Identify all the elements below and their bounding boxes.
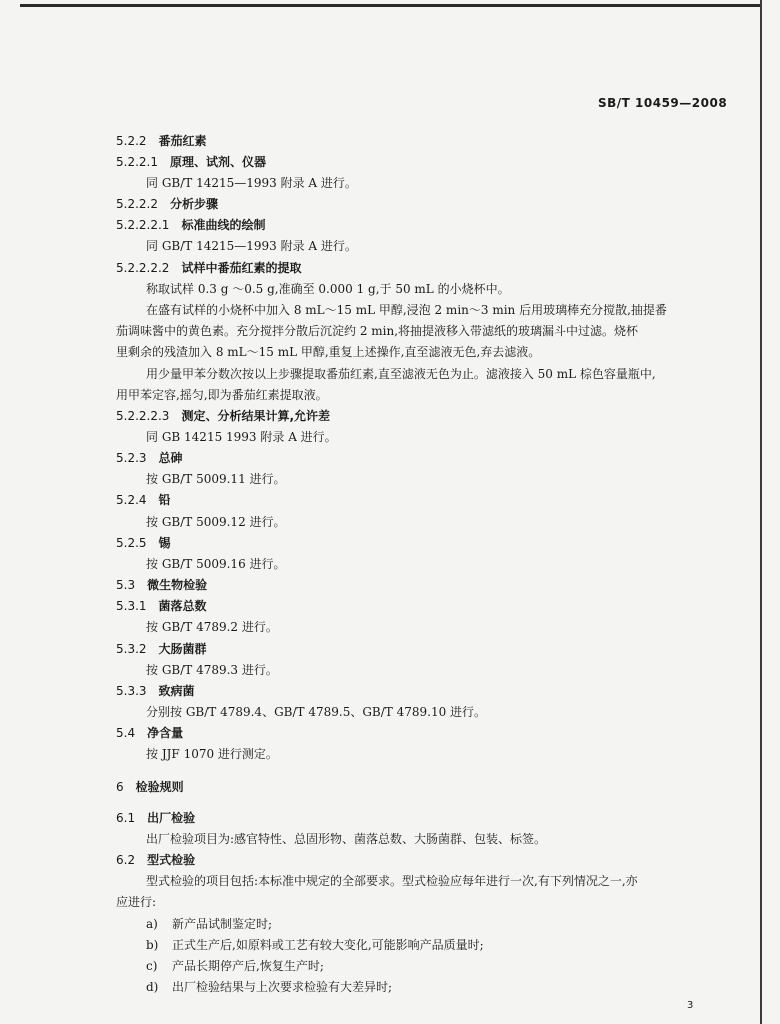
section-title: 测定、分析结果计算,允许差 — [181, 409, 330, 423]
heading-5-2-2-1 — [116, 155, 266, 169]
text-5-3-2: 按 GB/T 4789.3 进行。 — [146, 663, 278, 677]
heading-5-4 — [116, 726, 183, 740]
section-number: 6 — [116, 780, 124, 794]
text-5-2-3: 按 GB/T 5009.11 进行。 — [146, 472, 286, 486]
list-item-text: 产品长期停产后,恢复生产时; — [172, 959, 324, 973]
section-number: 5.3.3 — [116, 684, 147, 698]
heading-5-2-2-2-3 — [116, 409, 330, 423]
heading-5-3-2 — [116, 642, 207, 656]
text-5-2-5: 按 GB/T 5009.16 进行。 — [146, 557, 286, 571]
paragraph-extract-line-1: 在盛有试样的小烧杯中加入 8 mL～15 mL 甲醇,浸泡 2 min～3 min 后用玻璃棒充分搅散,抽提番 — [146, 303, 667, 317]
section-title: 净含量 — [147, 726, 184, 740]
list-item-text: 正式生产后,如原料或工艺有较大变化,可能影响产品质量时; — [172, 938, 484, 952]
text-5-2-2-2-1: 同 GB/T 14215—1993 附录 A 进行。 — [146, 239, 357, 253]
list-item-label: b) — [146, 938, 159, 952]
section-number: 5.3.1 — [116, 599, 147, 613]
section-title: 致病菌 — [158, 684, 195, 698]
heading-6-1 — [116, 811, 195, 825]
heading-6-2 — [116, 853, 195, 867]
heading-5-2-2-2 — [116, 197, 218, 211]
section-title: 型式检验 — [147, 853, 196, 867]
heading-5-3-1 — [116, 599, 207, 613]
section-number: 5.2.4 — [116, 493, 147, 507]
section-number: 5.2.2.2.1 — [116, 218, 170, 232]
section-title: 微生物检验 — [147, 578, 208, 592]
section-title: 菌落总数 — [158, 599, 207, 613]
section-number: 5.4 — [116, 726, 136, 740]
section-number: 5.2.2.1 — [116, 155, 158, 169]
section-number: 5.3.2 — [116, 642, 147, 656]
heading-5-2-5 — [116, 536, 171, 550]
text-5-3-3: 分别按 GB/T 4789.4、GB/T 4789.5、GB/T 4789.10 进行。 — [146, 705, 487, 719]
section-number: 6.1 — [116, 811, 136, 825]
paragraph-extract-line-3: 里剩余的残渣加入 8 mL～15 mL 甲醇,重复上述操作,直至滤液无色,弃去滤液。 — [116, 345, 541, 359]
section-title: 铅 — [158, 493, 171, 507]
list-item-label: d) — [146, 980, 159, 994]
text-5-2-2-1: 同 GB/T 14215—1993 附录 A 进行。 — [146, 176, 357, 190]
list-item-label: a) — [146, 917, 158, 931]
heading-5-3 — [116, 578, 207, 592]
text-6-2-line-2: 应进行: — [116, 895, 157, 909]
section-title: 大肠菌群 — [158, 642, 207, 656]
heading-6 — [116, 780, 184, 794]
list-item — [146, 938, 484, 952]
list-item-text: 新产品试制鉴定时; — [172, 917, 273, 931]
paragraph-toluene-line-2: 用甲苯定容,摇匀,即为番茄红素提取液。 — [116, 388, 328, 402]
heading-5-2-2 — [116, 134, 207, 148]
heading-5-3-3 — [116, 684, 195, 698]
text-5-3-1: 按 GB/T 4789.2 进行。 — [146, 620, 278, 634]
section-number: 6.2 — [116, 853, 136, 867]
paragraph-extract-line-2: 茄调味酱中的黄色素。充分搅拌分散后沉淀约 2 min,将抽提液移入带滤纸的玻璃漏斗中过滤。烧杯 — [116, 324, 639, 338]
heading-5-2-3 — [116, 451, 183, 465]
section-title: 总砷 — [158, 451, 183, 465]
list-item-text: 出厂检验结果与上次要求检验有大差异时; — [172, 980, 393, 994]
section-title: 分析步骤 — [169, 197, 218, 211]
standard-code: SB/T 10459—2008 — [598, 96, 728, 110]
section-title: 检验规则 — [135, 780, 184, 794]
page-number: 3 — [687, 1000, 694, 1011]
heading-5-2-2-2-2 — [116, 261, 301, 275]
section-number: 5.3 — [116, 578, 136, 592]
section-title: 锡 — [158, 536, 171, 550]
text-5-4: 按 JJF 1070 进行测定。 — [146, 747, 278, 761]
text-6-2-line-1: 型式检验的项目包括:本标准中规定的全部要求。型式检验应每年进行一次,有下列情况之一,亦 — [146, 874, 638, 888]
paragraph-toluene-line-1: 用少量甲苯分数次按以上步骤提取番茄红素,直至滤液无色为止。滤液接入 50 mL 棕色容量瓶中, — [146, 367, 656, 381]
section-number: 5.2.2.2.3 — [116, 409, 170, 423]
section-number: 5.2.5 — [116, 536, 147, 550]
heading-5-2-2-2-1 — [116, 218, 265, 232]
section-number: 5.2.3 — [116, 451, 147, 465]
section-title: 原理、试剂、仪器 — [169, 155, 266, 169]
section-number: 5.2.2.2.2 — [116, 261, 170, 275]
section-number: 5.2.2.2 — [116, 197, 158, 211]
section-number: 5.2.2 — [116, 134, 147, 148]
section-title: 标准曲线的绘制 — [181, 218, 266, 232]
section-title: 试样中番茄红素的提取 — [181, 261, 302, 275]
heading-5-2-4 — [116, 493, 171, 507]
list-item — [146, 959, 324, 973]
section-title: 番茄红素 — [158, 134, 207, 148]
list-item-label: c) — [146, 959, 158, 973]
list-item — [146, 980, 392, 994]
text-5-2-4: 按 GB/T 5009.12 进行。 — [146, 515, 286, 529]
text-6-1: 出厂检验项目为:感官特性、总固形物、菌落总数、大肠菌群、包装、标签。 — [146, 832, 547, 846]
text-5-2-2-2-3: 同 GB 14215 1993 附录 A 进行。 — [146, 430, 337, 444]
list-item — [146, 917, 272, 931]
paragraph-weigh-sample: 称取试样 0.3 g ～0.5 g,准确至 0.000 1 g,于 50 mL 的小烧杯中。 — [146, 282, 510, 296]
section-title: 出厂检验 — [147, 811, 196, 825]
